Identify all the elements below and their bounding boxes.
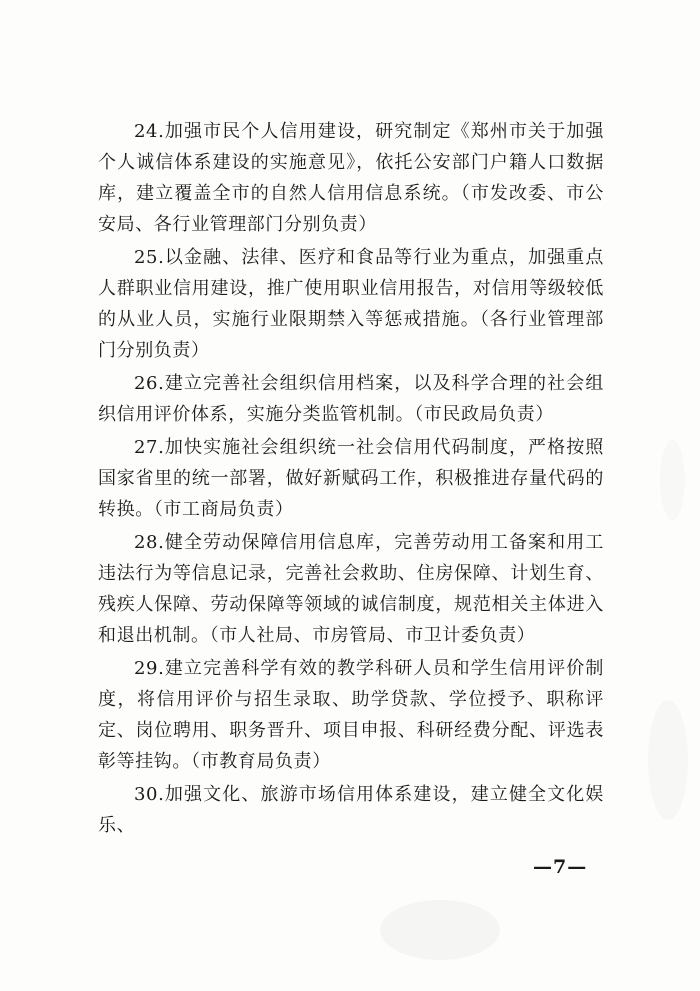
paragraph-item-26: 26.建立完善社会组织信用档案，以及科学合理的社会组织信用评价体系，实施分类监管机制。（市民政局负责） — [98, 373, 604, 425]
scan-speckle — [648, 700, 688, 820]
paragraph-item-24: 24.加强市民个人信用建设，研究制定《郑州市关于加强个人诚信体系建设的实施意见》，依托公安部门户籍人口数据库，建立覆盖全市的自然人信用信息系统。（市发改委、市公安局、各行业管理部门分别负责） — [98, 121, 604, 235]
document-body — [98, 116, 604, 841]
paragraph-item-25: 25.以金融、法律、医疗和食品等行业为重点，加强重点人群职业信用建设，推广使用职业信用报告，对信用等级较低的从业人员，实施行业限期禁入等惩戒措施。（各行业管理部门分别负责） — [98, 247, 604, 361]
scan-speckle — [660, 440, 685, 520]
page-number: —7— — [533, 856, 588, 878]
paragraph-item-28: 28.健全劳动保障信用信息库，完善劳动用工备案和用工违法行为等信息记录，完善社会救助、住房保障、计划生育、残疾人保障、劳动保障等领域的诚信制度，规范相关主体进入和退出机制。（市人社局、市房管局、市卫计委负责） — [98, 532, 604, 646]
scan-speckle — [380, 900, 500, 960]
paragraph-item-27: 27.加快实施社会组织统一社会信用代码制度，严格按照国家省里的统一部署，做好新赋码工作，积极推进存量代码的转换。（市工商局负责） — [98, 437, 604, 520]
paragraph-item-30: 30.加强文化、旅游市场信用体系建设，建立健全文化娱乐、 — [98, 784, 604, 836]
paragraph-item-29: 29.建立完善科学有效的教学科研人员和学生信用评价制度，将信用评价与招生录取、助学贷款、学位授予、职称评定、岗位聘用、职务晋升、项目申报、科研经费分配、评选表彰等挂钩。（市教育局负责） — [98, 658, 604, 772]
